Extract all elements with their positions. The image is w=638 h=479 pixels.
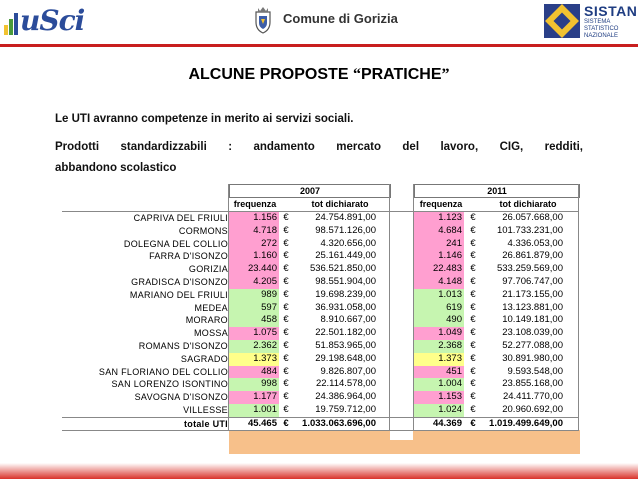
- usci-logo: [4, 4, 85, 37]
- orange-footer-band-2011: [413, 430, 580, 454]
- slide-header: [0, 0, 638, 44]
- euro-sign: €: [470, 314, 476, 326]
- amount-2007-cell: 4.320.656,00: [320, 237, 376, 249]
- amount-2011-cell: 23.108.039,00: [502, 327, 563, 339]
- table-row: [62, 302, 579, 315]
- freq-2011-cell: 490: [414, 314, 464, 327]
- paragraph-abbandono: abbandono scolastico: [55, 162, 177, 174]
- freq-2011-cell: 4.148: [414, 276, 464, 289]
- euro-sign: €: [470, 250, 476, 262]
- total-row: [62, 418, 579, 431]
- municipality-name: MEDEA: [194, 302, 228, 313]
- freq-2011-cell: 241: [414, 238, 464, 251]
- amount-2011-cell: 30.891.980,00: [502, 352, 563, 364]
- amount-2011-cell: 23.855.168,00: [502, 378, 563, 390]
- freq-2007-cell: 1.373: [229, 353, 279, 366]
- freq-2011-cell: 451: [414, 366, 464, 379]
- footer-red-band: [0, 463, 638, 479]
- euro-sign: €: [470, 263, 476, 275]
- euro-sign: €: [470, 327, 476, 339]
- municipality-name: CORMONS: [178, 225, 228, 236]
- freq-2007-cell: 484: [229, 366, 279, 379]
- freq-2011-cell: 1.373: [414, 353, 464, 366]
- euro-sign: €: [470, 340, 476, 351]
- euro-sign: €: [283, 340, 289, 351]
- freq-2011-cell: 1.024: [414, 404, 464, 417]
- euro-sign: €: [283, 391, 289, 403]
- paragraph-prodotti: Prodotti standardizzabili : andamento mercato del lavoro, CIG, redditi,: [55, 141, 583, 153]
- municipality-name: SAGRADO: [180, 353, 228, 364]
- amount-2007-cell: 51.853.965,00: [315, 340, 376, 351]
- amount-2011-cell: 97.706.747,00: [502, 276, 563, 287]
- municipality-name: GRADISCA D'ISONZO: [131, 277, 228, 287]
- amount-2007-cell: 22.501.182,00: [315, 327, 376, 339]
- table-row: [62, 327, 579, 340]
- freq-2011-cell: 619: [414, 302, 464, 315]
- freq-2007-cell: 4.718: [229, 225, 279, 238]
- euro-sign: €: [470, 365, 476, 377]
- amount-2011-cell: 21.173.155,00: [502, 288, 563, 300]
- amount-2007-cell: 536.521.850,00: [309, 263, 376, 275]
- col-frequenza-2007: frequenza: [233, 199, 277, 209]
- euro-sign: €: [283, 212, 289, 223]
- freq-2007-cell: 4.205: [229, 276, 279, 289]
- title-main: ALCUNE PROPOSTE: [188, 66, 353, 83]
- municipality-name: MORARO: [185, 315, 228, 326]
- freq-2007-cell: 23.440: [229, 263, 279, 276]
- title-open-quote: “: [352, 66, 361, 83]
- freq-2007-cell: 272: [229, 238, 279, 251]
- grid-top-line: [62, 211, 579, 212]
- municipality-name: FARRA D'ISONZO: [149, 251, 228, 262]
- amount-2007-cell: 29.198.648,00: [315, 352, 376, 364]
- amount-2011-cell: 1.019.499.649,00: [489, 417, 563, 429]
- sistan-logo-icon: [544, 4, 580, 38]
- municipality-name: SAVOGNA D'ISONZO: [134, 392, 228, 403]
- euro-sign: €: [470, 276, 476, 287]
- table-row: [62, 225, 579, 238]
- euro-sign: €: [470, 288, 476, 300]
- euro-sign: €: [470, 404, 476, 415]
- amount-2011-cell: 10.149.181,00: [502, 314, 563, 326]
- municipality-name: VILLESSE: [183, 405, 228, 415]
- amount-2007-cell: 98.551.904,00: [315, 276, 376, 287]
- table-row: [62, 340, 579, 353]
- euro-sign: €: [283, 365, 289, 377]
- euro-sign: €: [283, 352, 289, 364]
- amount-2007-cell: 36.931.058,00: [315, 301, 376, 313]
- freq-2011-cell: 44.369: [432, 417, 462, 429]
- euro-sign: €: [283, 288, 289, 300]
- freq-2007-cell: 597: [229, 302, 279, 315]
- amount-2007-cell: 22.114.578,00: [315, 378, 376, 390]
- amount-2011-cell: 26.057.668,00: [502, 212, 563, 223]
- freq-2011-cell: 1.153: [414, 391, 464, 404]
- amount-2011-cell: 24.411.770,00: [502, 391, 563, 403]
- euro-sign: €: [470, 237, 476, 249]
- amount-2011-cell: 101.733.231,00: [496, 224, 563, 236]
- freq-2011-cell: 1.123: [414, 212, 464, 225]
- euro-sign: €: [283, 276, 289, 287]
- grid-vline-2: [389, 184, 390, 431]
- euro-sign: €: [283, 250, 289, 262]
- freq-2007-cell: 1.156: [229, 212, 279, 225]
- year-2007-header: 2007: [229, 184, 391, 198]
- freq-2007-cell: 989: [229, 289, 279, 302]
- grid-bottom-line: [62, 430, 579, 431]
- table-row: [62, 391, 579, 404]
- table-row: [62, 238, 579, 251]
- freq-2007-cell: 45.465: [247, 417, 277, 429]
- freq-2011-cell: 1.146: [414, 250, 464, 263]
- amount-2007-cell: 24.754.891,00: [315, 212, 376, 223]
- amount-2007-cell: 24.386.964,00: [315, 391, 376, 403]
- amount-2007-cell: 25.161.449,00: [315, 250, 376, 262]
- paragraph-uti: Le UTI avranno competenze in merito ai servizi sociali.: [55, 113, 354, 125]
- euro-sign: €: [283, 263, 289, 275]
- table-row: [62, 314, 579, 327]
- col-frequenza-2011: frequenza: [419, 199, 463, 209]
- table-row: [62, 378, 579, 391]
- municipality-name: MARIANO DEL FRIULI: [129, 289, 228, 300]
- amount-2011-cell: 9.593.548,00: [507, 365, 563, 377]
- freq-2007-cell: 998: [229, 378, 279, 391]
- euro-sign: €: [283, 224, 289, 236]
- euro-sign: €: [283, 237, 289, 249]
- year-2011-header: 2011: [414, 184, 580, 198]
- euro-sign: €: [470, 301, 476, 313]
- municipality-name: SAN LORENZO ISONTINO: [111, 379, 228, 390]
- grid-vline-3: [413, 184, 414, 431]
- euro-sign: €: [283, 417, 289, 429]
- freq-2011-cell: 2.368: [414, 340, 464, 353]
- municipality-name: SAN FLORIANO DEL COLLIO: [98, 366, 228, 377]
- freq-2007-cell: 2.362: [229, 340, 279, 353]
- amount-2011-cell: 52.277.088,00: [502, 340, 563, 351]
- grid-vline-4: [578, 184, 579, 431]
- municipality-name: CAPRIVA DEL FRIULI: [133, 213, 228, 223]
- euro-sign: €: [470, 352, 476, 364]
- orange-footer-join: [390, 440, 413, 454]
- freq-2007-cell: 1.001: [229, 404, 279, 417]
- freq-2007-cell: 1.075: [229, 327, 279, 340]
- freq-2007-cell: 1.160: [229, 250, 279, 263]
- euro-sign: €: [470, 391, 476, 403]
- amount-2011-cell: 4.336.053,00: [507, 237, 563, 249]
- amount-2007-cell: 1.033.063.696,00: [302, 417, 376, 429]
- table-row: [62, 250, 579, 263]
- title-close-quote: ”: [441, 66, 450, 83]
- municipality-name: DOLEGNA DEL COLLIO: [123, 238, 228, 249]
- sistan-title: SISTAN: [584, 3, 638, 19]
- amount-2011-cell: 26.861.879,00: [502, 250, 563, 262]
- title-quoted: PRATICHE: [360, 66, 442, 83]
- municipality-name: ROMANS D'ISONZO: [138, 341, 228, 351]
- amount-2011-cell: 20.960.692,00: [502, 404, 563, 415]
- euro-sign: €: [470, 417, 476, 429]
- amount-2007-cell: 8.910.667,00: [320, 314, 376, 326]
- table-row: [62, 276, 579, 289]
- freq-2011-cell: 1.004: [414, 378, 464, 391]
- euro-sign: €: [283, 327, 289, 339]
- orange-footer-band-2007: [229, 430, 390, 454]
- grid-total-line: [62, 417, 579, 418]
- table-row: [62, 353, 579, 366]
- municipality-name: MOSSA: [193, 328, 228, 339]
- comune-crest-icon: [252, 6, 274, 34]
- euro-sign: €: [283, 404, 289, 415]
- col-tot-2011: tot dichiarato: [499, 199, 557, 209]
- table-row: [62, 366, 579, 379]
- logo-bars-icon: [4, 9, 20, 35]
- municipality-name: GORIZIA: [188, 264, 228, 275]
- slide-title: [0, 66, 638, 84]
- freq-2007-cell: 1.177: [229, 391, 279, 404]
- comune-label: Comune di Gorizia: [283, 11, 398, 26]
- col-tot-2007: tot dichiarato: [311, 199, 369, 209]
- sistan-subtitle: SISTEMA STATISTICO NAZIONALE: [584, 19, 619, 39]
- freq-2011-cell: 1.049: [414, 327, 464, 340]
- freq-2007-cell: 458: [229, 314, 279, 327]
- usci-logo-text: uSci: [20, 4, 85, 37]
- euro-sign: €: [470, 224, 476, 236]
- euro-sign: €: [283, 314, 289, 326]
- freq-2011-cell: 4.684: [414, 225, 464, 238]
- freq-2011-cell: 22.483: [414, 263, 464, 276]
- amount-2007-cell: 9.826.807,00: [320, 365, 376, 377]
- amount-2011-cell: 13.123.881,00: [502, 301, 563, 313]
- amount-2007-cell: 19.698.239,00: [315, 288, 376, 300]
- freq-2011-cell: 1.013: [414, 289, 464, 302]
- table-row: [62, 263, 579, 276]
- euro-sign: €: [283, 301, 289, 313]
- euro-sign: €: [470, 212, 476, 223]
- amount-2007-cell: 98.571.126,00: [315, 224, 376, 236]
- euro-sign: €: [470, 378, 476, 390]
- table-row: [62, 289, 579, 302]
- amount-2007-cell: 19.759.712,00: [315, 404, 376, 415]
- grid-vline-1: [228, 184, 229, 431]
- table-row: [62, 212, 579, 225]
- municipality-name: totale UTI: [183, 418, 228, 429]
- table-row: [62, 404, 579, 417]
- euro-sign: €: [283, 378, 289, 390]
- amount-2011-cell: 533.259.569,00: [496, 263, 563, 275]
- header-red-line: [0, 44, 638, 47]
